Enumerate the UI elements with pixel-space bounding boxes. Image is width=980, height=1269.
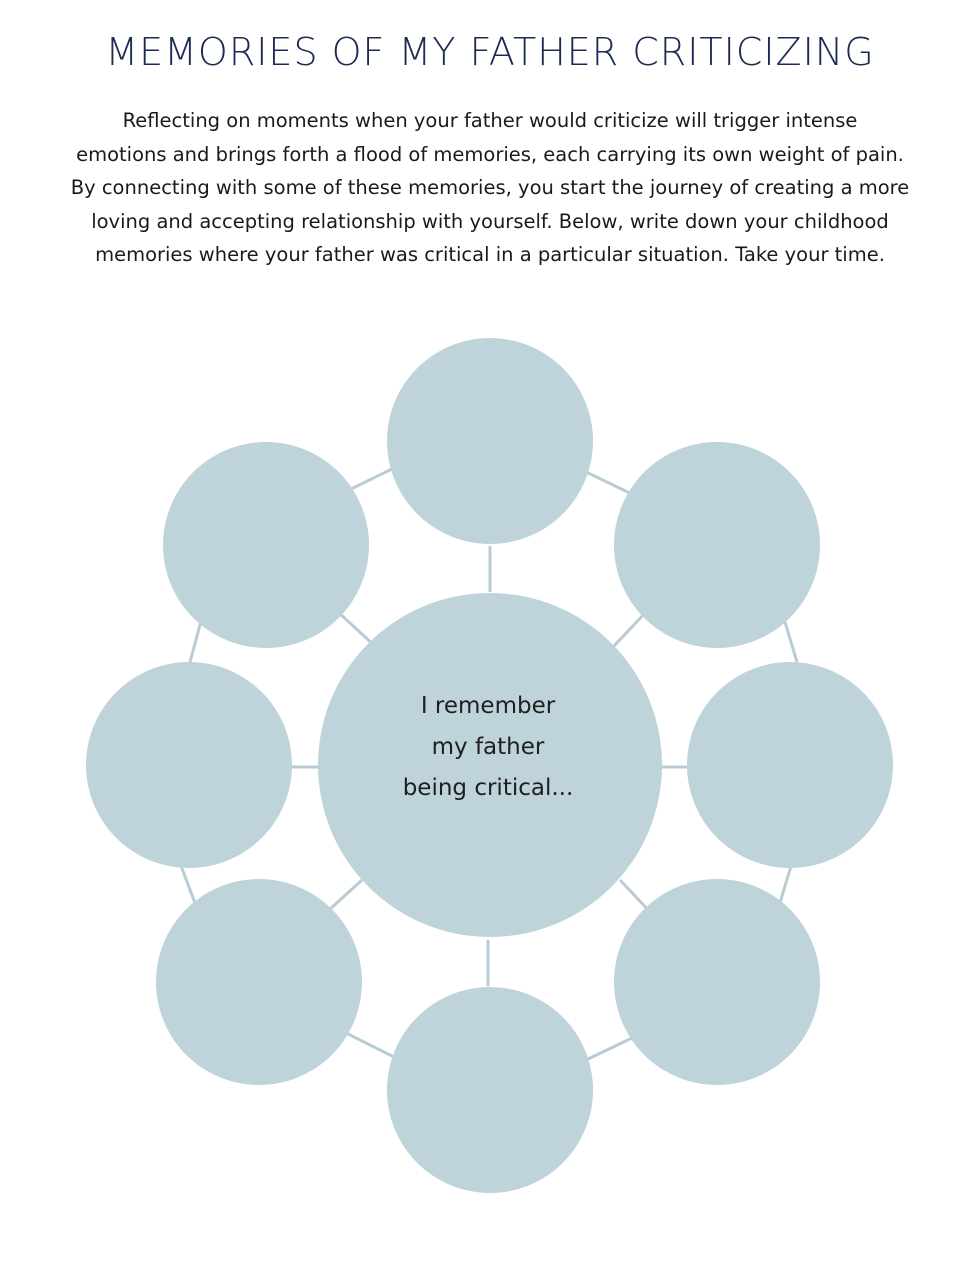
memory-bubble-right[interactable] (687, 662, 893, 868)
connector-line (779, 866, 791, 906)
connector-line (329, 880, 362, 910)
connector-line (586, 1038, 632, 1060)
connector-line (190, 621, 201, 662)
intro-line: Reflecting on moments when your father would criticize will trigger intense (122, 109, 858, 132)
connector-line (614, 612, 646, 646)
memory-bubble-left[interactable] (86, 662, 292, 868)
connector-line (584, 471, 636, 496)
memory-bubble-bottom[interactable] (387, 987, 593, 1193)
center-bubble (318, 593, 662, 937)
center-text-line: my father (431, 734, 545, 760)
connector-line (785, 622, 797, 662)
connector-line (344, 1032, 396, 1058)
memory-bubble-top[interactable] (387, 338, 593, 544)
center-text-line: being critical... (402, 775, 574, 801)
intro-line: memories where your father was critical in a particular situation. Take your time. (95, 243, 885, 267)
connector-line (338, 612, 375, 646)
connector-line (347, 469, 392, 491)
intro-line: By connecting with some of these memories, you start the journey of creating a more (70, 176, 910, 200)
memory-bubble-bottom-left[interactable] (156, 879, 362, 1085)
center-text-line: I remember (420, 693, 556, 719)
memory-bubble-top-right[interactable] (614, 442, 820, 648)
intro-line: emotions and brings forth a flood of memories, each carrying its own weight of pain. (76, 142, 904, 166)
memory-bubble-bottom-right[interactable] (614, 879, 820, 1085)
page-title: MEMORIES OF MY FATHER CRITICIZING (105, 30, 875, 74)
memory-bubble-top-left[interactable] (163, 442, 369, 648)
intro-line: loving and accepting relationship with yourself. Below, write down your childhood (91, 209, 889, 233)
